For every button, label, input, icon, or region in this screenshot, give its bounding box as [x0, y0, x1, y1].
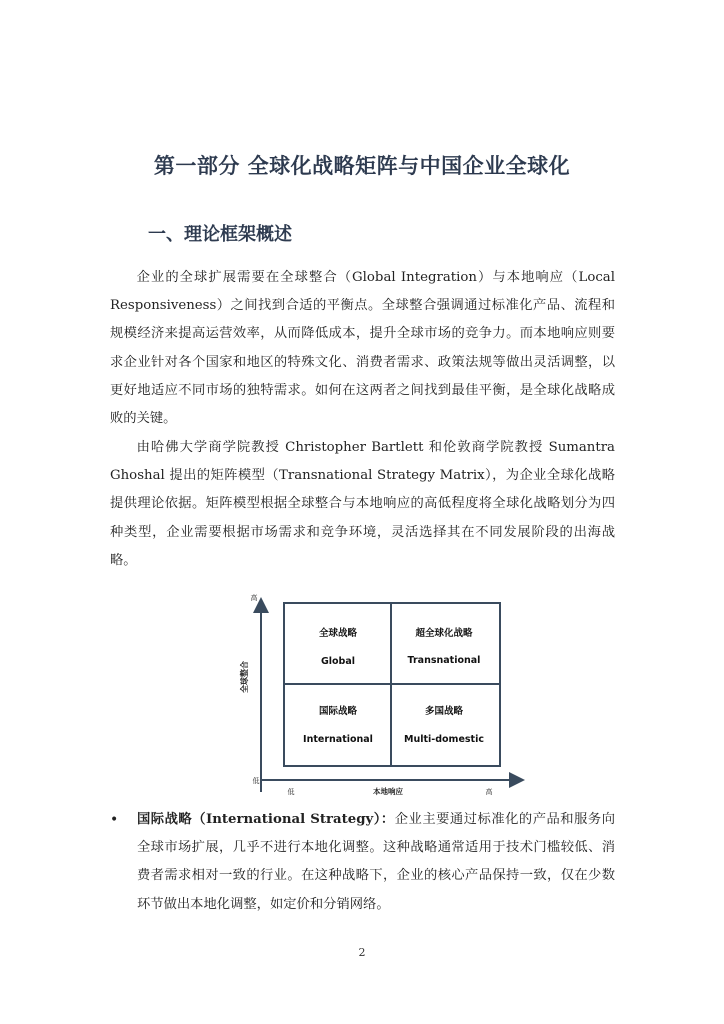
- bullet-marker: •: [110, 812, 119, 828]
- paragraph-2: 由哈佛大学商学院教授 Christopher Bartlett 和伦敦商学院教授 Sumantra Ghoshal 提出的矩阵模型（Transnational Strategy Matrix），为企业全球化战略提供理论依据。矩阵模型根据全球整合与本地响应的高低程度将全球化战略划分为四种类型，企业需要根据市场需求和竞争环境，灵活选择其在不同发展阶段的出海战略。: [110, 440, 615, 568]
- strategy-matrix-figure: [232, 585, 532, 800]
- y-axis-title: 全球整合: [240, 661, 249, 693]
- quadrant-transnational-en: Transnational: [407, 655, 481, 666]
- page-number: 2: [358, 946, 366, 959]
- x-axis-low-label: 低: [287, 788, 295, 796]
- quadrant-transnational: [408, 627, 481, 666]
- quadrant-global: [319, 627, 358, 667]
- quadrant-multi-domestic-en: Multi-domestic: [404, 734, 484, 745]
- quadrant-transnational-zh: 超全球化战略: [415, 628, 473, 639]
- bullet-term: 国际战略（International Strategy）：: [137, 812, 395, 827]
- page-title: 第一部分 全球化战略矩阵与中国企业全球化: [153, 154, 571, 178]
- section-heading: 一、理论框架概述: [148, 224, 292, 245]
- x-axis-high-label: 高: [485, 788, 493, 796]
- quadrant-international: [303, 705, 373, 745]
- quadrant-international-zh: 国际战略: [318, 706, 358, 717]
- y-axis-low-label: 低: [252, 777, 260, 785]
- quadrant-international-en: International: [303, 734, 373, 745]
- quadrant-multi-domestic: [404, 705, 484, 745]
- paragraph-1: 企业的全球扩展需要在全球整合（Global Integration）与本地响应（Local Responsiveness）之间找到合适的平衡点。全球整合强调通过标准化产品、流程和规模经济来提高运营效率，从而降低成本，提升全球市场的竞争力。而本地响应则要求企业针对各个国家和地区的特殊文化、消费者需求、政策法规等做出灵活调整，以更好地适应不同市场的独特需求。如何在这两者之间找到最佳平衡，是全球化战略成败的关键。: [110, 270, 615, 427]
- y-axis-high-label: 高: [250, 594, 258, 602]
- bullet-item-international-strategy: [110, 806, 615, 919]
- x-axis-title: 本地响应: [373, 787, 403, 796]
- quadrant-global-zh: 全球战略: [318, 628, 358, 639]
- bullet-body: [137, 806, 615, 919]
- quadrant-global-en: Global: [320, 656, 356, 667]
- quadrant-multi-domestic-zh: 多国战略: [424, 706, 464, 717]
- bullet-description: 企业主要通过标准化的产品和服务向全球市场扩展，几乎不进行本地化调整。这种战略通常适用于技术门槛较低、消费者需求相对一致的行业。在这种战略下，企业的核心产品保持一致，仅在少数环节做出本地化调整，如定价和分销网络。: [137, 812, 615, 912]
